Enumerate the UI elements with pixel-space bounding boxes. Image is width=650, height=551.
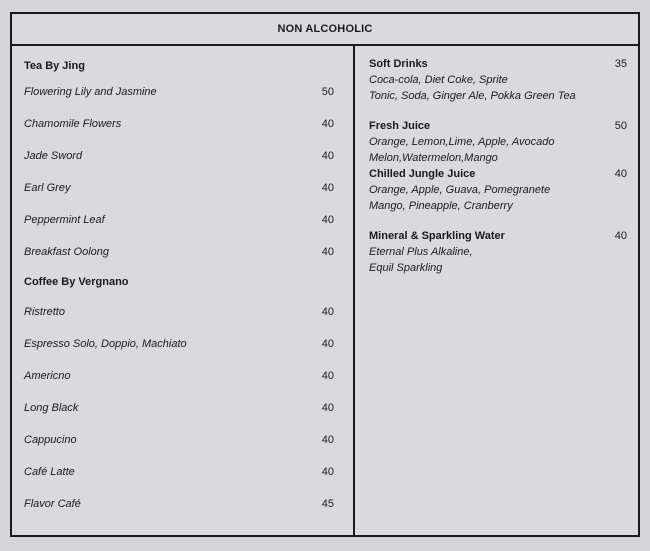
item-price: 50 (321, 86, 334, 98)
group-detail: Equil Sparkling (369, 262, 443, 274)
item-name: Earl Grey (24, 182, 71, 194)
item-name: Flavor Café (24, 498, 81, 510)
menu-group-chilled-jungle-juice (369, 166, 627, 214)
item-name: Peppermint Leaf (24, 214, 105, 226)
item-name: Long Black (24, 402, 79, 414)
item-price: 40 (321, 118, 334, 130)
item-price: 40 (321, 306, 334, 318)
group-price: 35 (614, 58, 627, 70)
menu-item (24, 76, 334, 108)
section-title-tea: Tea By Jing (24, 60, 85, 72)
group-title: Soft Drinks (369, 58, 428, 70)
menu-item (24, 140, 334, 172)
menu-item (24, 108, 334, 140)
menu-item (24, 392, 334, 424)
group-price: 50 (614, 120, 627, 132)
group-title: Chilled Jungle Juice (369, 168, 476, 180)
menu-group-fresh-juice (369, 118, 627, 166)
group-detail: Coca-cola, Diet Coke, Sprite (369, 74, 508, 86)
menu-item (24, 296, 334, 328)
item-name: Jade Sword (24, 150, 83, 162)
menu-item (24, 328, 334, 360)
item-price: 40 (321, 214, 334, 226)
menu-group-soft-drinks (369, 56, 627, 104)
item-name: Café Latte (24, 466, 75, 478)
item-price: 40 (321, 466, 334, 478)
item-price: 40 (321, 338, 334, 350)
group-detail: Eternal Plus Alkaline, (369, 246, 473, 258)
item-price: 40 (321, 370, 334, 382)
item-name: Espresso Solo, Doppio, Machiato (24, 338, 187, 350)
item-name: Americno (24, 370, 71, 382)
item-name: Breakfast Oolong (24, 246, 109, 258)
menu-item (24, 488, 334, 520)
group-title: Fresh Juice (369, 120, 431, 132)
page-title: NON ALCOHOLIC (12, 14, 638, 46)
group-detail: Orange, Apple, Guava, Pomegranete (369, 184, 551, 196)
item-price: 40 (321, 182, 334, 194)
group-detail: Mango, Pineapple, Cranberry (369, 200, 513, 212)
group-detail: Orange, Lemon,Lime, Apple, Avocado (369, 136, 555, 148)
group-detail: Melon,Watermelon,Mango (369, 152, 498, 164)
right-column (369, 56, 627, 290)
item-price: 40 (321, 150, 334, 162)
item-price: 40 (321, 246, 334, 258)
section-title-coffee: Coffee By Vergnano (24, 276, 129, 288)
group-detail: Tonic, Soda, Ginger Ale, Pokka Green Tea (369, 90, 576, 102)
column-divider (353, 44, 355, 535)
menu-item (24, 172, 334, 204)
menu-item (24, 456, 334, 488)
item-name: Cappucino (24, 434, 77, 446)
item-price: 40 (321, 402, 334, 414)
menu-item (24, 424, 334, 456)
item-price: 45 (321, 498, 334, 510)
menu-item (24, 204, 334, 236)
menu-page (10, 12, 640, 537)
item-name: Ristretto (24, 306, 65, 318)
menu-item (24, 360, 334, 392)
item-name: Chamomile Flowers (24, 118, 122, 130)
group-price: 40 (614, 168, 627, 180)
item-name: Flowering Lily and Jasmine (24, 86, 157, 98)
menu-item (24, 236, 334, 268)
group-title: Mineral & Sparkling Water (369, 230, 505, 242)
group-price: 40 (614, 230, 627, 242)
item-price: 40 (321, 434, 334, 446)
left-column (24, 56, 334, 520)
menu-group-mineral-water (369, 228, 627, 276)
